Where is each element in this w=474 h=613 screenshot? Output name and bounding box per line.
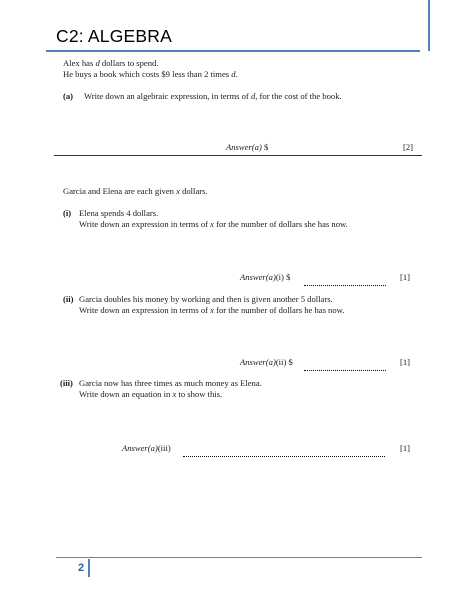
q2-part-iii-answer-line — [122, 443, 171, 454]
q1-part-text-start: Write down an algebraic expression, in terms of — [84, 91, 251, 101]
q2-intro-text: Garcia and Elena are each given — [63, 186, 177, 196]
q2-part-ii-line2 — [79, 305, 344, 316]
answer-label: Answer(a) — [240, 272, 276, 282]
q2-part-ii-marks: [1] — [400, 357, 411, 367]
q1-line1-text: Alex has — [63, 58, 96, 68]
q2-part-iii-answer-field[interactable] — [183, 444, 385, 462]
answer-suffix: (i) $ — [275, 272, 291, 282]
footer-vertical-rule — [88, 559, 90, 577]
answer-label: Answer(a) — [226, 142, 262, 152]
q1-part-text — [84, 91, 342, 102]
q2-intro-text-end: dollars. — [179, 186, 208, 196]
q2-part-i-line1: Elena spends 4 dollars. — [79, 208, 159, 218]
q2-part-i-text-end: for the number of dollars she has now. — [213, 219, 348, 229]
page-number: 2 — [78, 562, 85, 574]
header-rule — [46, 50, 420, 52]
q2-part-i-text: Write down an expression in terms of — [79, 219, 211, 229]
q1-line1 — [63, 58, 158, 69]
q2-part-ii-line1: Garcia doubles his money by working and then is given another 5 dollars. — [79, 294, 333, 304]
variable-x: x — [176, 186, 180, 196]
q2-part-ii-text: Write down an expression in terms of — [79, 305, 211, 315]
q2-part-ii-answer-field[interactable] — [304, 358, 386, 376]
q2-intro — [63, 186, 208, 197]
variable-x: x — [210, 219, 214, 229]
q1-answer-field[interactable] — [276, 143, 392, 161]
q2-part-i-answer-field[interactable] — [304, 273, 386, 291]
q2-part-iii-marks: [1] — [400, 443, 411, 453]
q1-line2 — [63, 69, 238, 80]
q1-line2-text-end: . — [235, 69, 238, 79]
question-separator — [54, 155, 422, 156]
q1-part-text-end: , for the cost of the book. — [255, 91, 342, 101]
q2-part-iii-line1: Garcia now has three times as much money as Elena. — [79, 378, 262, 388]
answer-suffix: (iii) — [157, 443, 171, 453]
q1-line1-text-end: dollars to spend. — [99, 58, 159, 68]
q2-part-iii-text-end: to show this. — [176, 389, 223, 399]
q2-part-i-line2 — [79, 219, 348, 230]
q2-part-ii-label: (ii) — [63, 294, 74, 304]
answer-label: Answer(a) — [122, 443, 158, 453]
q1-answer-line — [226, 142, 268, 153]
q2-part-ii-text-end: for the number of dollars he has now. — [213, 305, 345, 315]
q2-part-ii-answer-line — [240, 357, 293, 368]
variable-x: x — [210, 305, 214, 315]
variable-x: x — [172, 389, 177, 399]
variable-d: d — [250, 91, 256, 101]
answer-suffix: (ii) $ — [275, 357, 293, 367]
variable-d: d — [95, 58, 100, 68]
q2-part-iii-line2 — [79, 389, 222, 400]
q2-part-i-label: (i) — [63, 208, 72, 218]
footer-rule — [56, 557, 422, 558]
page-title: C2: ALGEBRA — [56, 26, 173, 46]
q1-part-label: (a) — [63, 91, 74, 101]
q2-part-iii-label: (iii) — [60, 378, 73, 388]
q2-part-iii-text: Write down an equation in — [79, 389, 173, 399]
q2-part-i-marks: [1] — [400, 272, 411, 282]
variable-d: d — [231, 69, 236, 79]
header-vertical-rule — [428, 0, 430, 51]
q1-marks: [2] — [403, 142, 414, 152]
q2-part-i-answer-line — [240, 272, 290, 283]
answer-label: Answer(a) — [240, 357, 276, 367]
answer-unit: $ — [261, 142, 269, 152]
q1-line2-text: He buys a book which costs $9 less than 2 times — [63, 69, 232, 79]
